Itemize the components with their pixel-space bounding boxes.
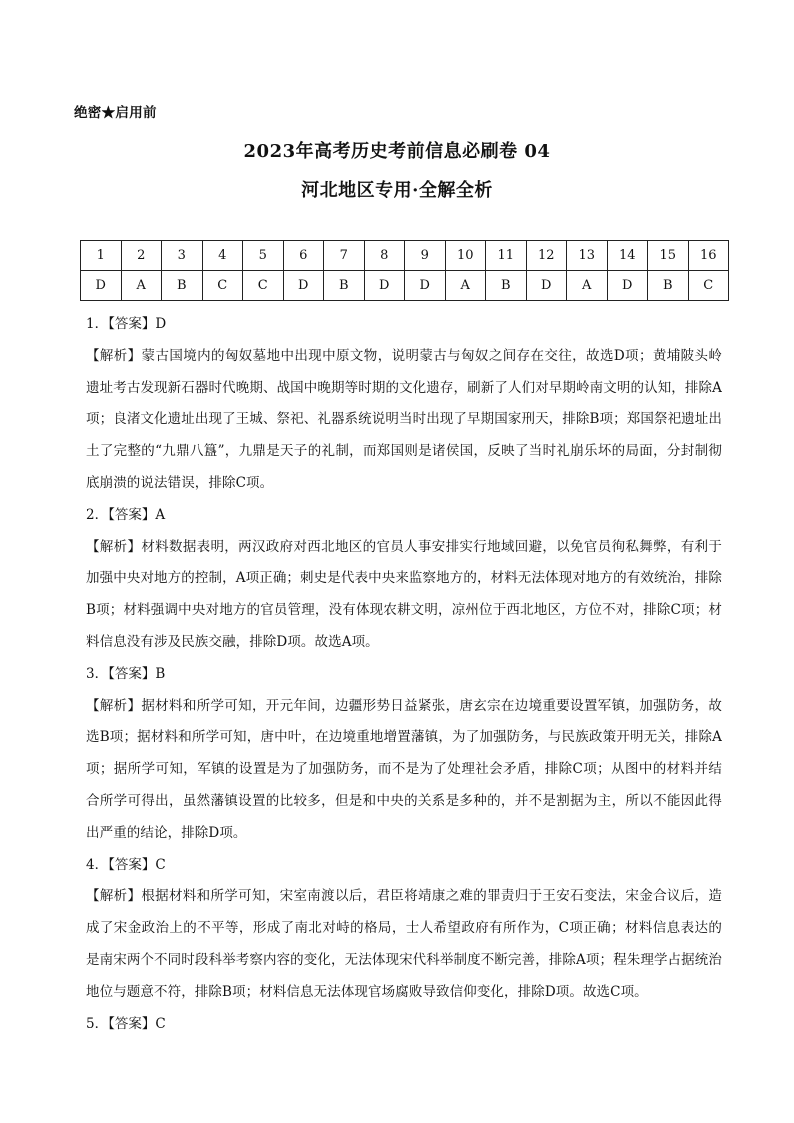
exam-subtitle: 河北地区专用·全解全析 (301, 180, 493, 201)
answer-cell: D (283, 271, 324, 301)
answer-table (80, 240, 729, 301)
answer-line-q2: 2．【答案】A (86, 506, 166, 523)
answer-line-q5: 5．【答案】C (86, 1015, 166, 1032)
question-number-cell: 10 (445, 241, 486, 271)
answer-cell: C (243, 271, 284, 301)
explanation-q4: 【解析】根据材料和所学可知，宋室南渡以后，君臣将靖康之难的罪责归于王安石变法，宋金合议后，造成了宋金政治上的不平等，形成了南北对峙的格局，士人希望政府有所作为，C项正确；材料信息表达的是南宋两个不同时段科举考察内容的变化，无法体现宋代科举制度不断完善，排除A项；程朱理学占据统治地位与题意不符，排除B项；材料信息无法体现官场腐败导致信仰变化，排除D项。故选C项。 (86, 888, 722, 1000)
answer-cell: D (526, 271, 567, 301)
answer-cell: C (688, 271, 729, 301)
answer-line-q3: 3．【答案】B (86, 665, 166, 682)
question-number-cell: 12 (526, 241, 567, 271)
answer-cell: A (121, 271, 162, 301)
explanation-q1: 【解析】蒙古国境内的匈奴墓地中出现中原文物，说明蒙古与匈奴之间存在交往，故选D项；黄埔陂头岭遗址考古发现新石器时代晚期、战国中晚期等时期的文化遗存，刷新了人们对早期岭南文明的认知，排除A项；良渚文化遗址出现了王城、祭祀、礼器系统说明当时出现了早期国家刑天，排除B项；郑国祭祀遗址出土了完整的“九鼎八簋”，九鼎是天子的礼制，而郑国则是诸侯国，反映了当时礼崩乐坏的局面，分封制彻底崩溃的说法错误，排除C项。 (86, 347, 723, 491)
answer-cell: B (486, 271, 527, 301)
confidential-label: 绝密★启用前 (74, 105, 157, 121)
answer-table-number-row (81, 241, 729, 271)
explanations-section (86, 309, 722, 1040)
question-number-cell: 2 (121, 241, 162, 271)
answer-cell: B (324, 271, 365, 301)
answer-cell: D (81, 271, 122, 301)
answer-cell: C (202, 271, 243, 301)
question-number-cell: 6 (283, 241, 324, 271)
question-number-cell: 11 (486, 241, 527, 271)
answer-line-q4: 4．【答案】C (86, 856, 166, 873)
question-number-cell: 4 (202, 241, 243, 271)
answer-cell: D (405, 271, 446, 301)
question-number-cell: 9 (405, 241, 446, 271)
answer-cell: D (364, 271, 405, 301)
answer-line-q1: 1．【答案】D (86, 316, 167, 332)
question-number-cell: 1 (81, 241, 122, 271)
answer-cell: B (162, 271, 203, 301)
question-number-cell: 13 (567, 241, 608, 271)
question-number-cell: 14 (607, 241, 648, 271)
question-number-cell: 16 (688, 241, 729, 271)
question-number-cell: 5 (243, 241, 284, 271)
exam-title: 2023年高考历史考前信息必刷卷 04 (243, 141, 551, 162)
explanation-q3: 【解析】据材料和所学可知，开元年间，边疆形势日益紧张，唐玄宗在边境重要设置军镇，加强防务，故选B项；据材料和所学可知，唐中叶，在边境重地增置藩镇，为了加强防务，与民族政策开明无关，排除A项；据所学可知，军镇的设置是为了加强防务，而不是为了处理社会矛盾，排除C项；从图中的材料并结合所学可得出，虽然藩镇设置的比较多，但是和中央的关系是多种的，并不是割据为主，所以不能因此得出严重的结论，排除D项。 (86, 697, 722, 841)
question-number-cell: 3 (162, 241, 203, 271)
answer-cell: A (567, 271, 608, 301)
explanation-q2: 【解析】材料数据表明，两汉政府对西北地区的官员人事安排实行地域回避，以免官员徇私舞弊，有利于加强中央对地方的控制，A项正确；刺史是代表中央来监察地方的，材料无法体现对地方的有效统治，排除B项；材料强调中央对地方的官员管理，没有体现农耕文明，凉州位于西北地区，方位不对，排除C项；材料信息没有涉及民族交融，排除D项。故选A项。 (86, 538, 722, 650)
answer-cell: A (445, 271, 486, 301)
question-number-cell: 8 (364, 241, 405, 271)
answer-cell: B (648, 271, 689, 301)
question-number-cell: 7 (324, 241, 365, 271)
answer-table-answer-row (81, 271, 729, 301)
question-number-cell: 15 (648, 241, 689, 271)
answer-cell: D (607, 271, 648, 301)
